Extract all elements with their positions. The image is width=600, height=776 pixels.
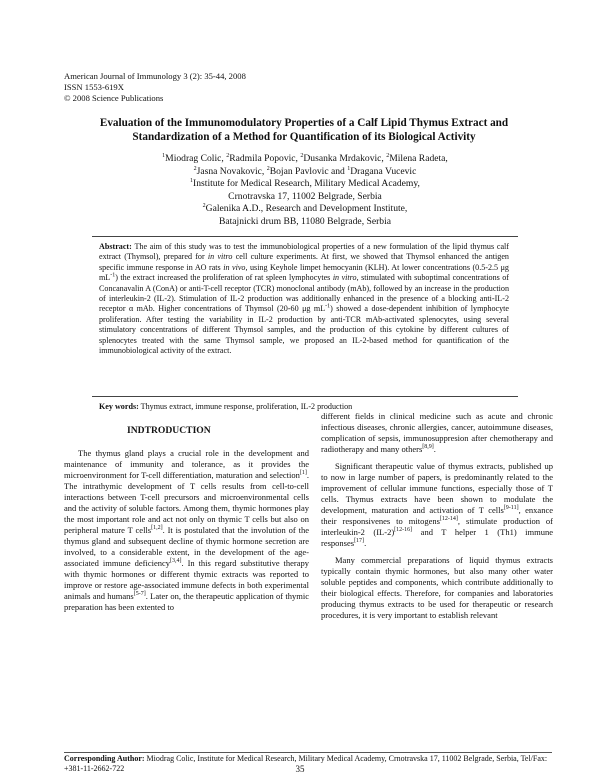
paragraph: different fields in clinical medicine such as acute and chronic infectious diseases, chronic allergies, cancer, autoimmune diseases, complication of sepsis, immunosuppresion after chemotherapy and radiotherapy and many others[8,9]. <box>321 411 553 454</box>
paragraph: The thymus gland plays a crucial role in the development and maintenance of immunity and tolerance, as it provides the microenvironment for T-cell differentiation, maturation and selection[1]. The intrathymic development of T cells results from cell-to-cell interactions between T-cell precursors and microenvironmental cells and the activity of soluble factors. Among them, thymic hormones play the most important role and act not only on thymic T cells but also on peripheral mature T cells[1,2]. It is postulated that the involution of the thymus gland and subsequent decline of thymic hormone secretion are involved, to a considerable extent, in the development of the age-associated immune deficiency[3,4]. In this regard substitutive therapy with thymic hormones or different thymic extracts was reported to improve or restore age-associated immune defects in both experimental animals and humans[5-7]. Later on, the therapeutic application of thymic preparation has been extented to <box>64 448 309 612</box>
author-block <box>90 153 520 229</box>
keywords-text: Thymus extract, immune response, proliferation, IL-2 production <box>138 402 353 411</box>
author-line-1: $^1$Miodrag Colic, $^2$Radmila Popovic, $^2$Dusanka Mrdakovic, $^2$Milena Radeta, <box>162 152 448 164</box>
corresponding-author: Corresponding Author: Miodrag Colic, Institute for Medical Research, Military Medical Academy, Crnotravska 17, 11002 Belgrade, Serbia, Tel/Fax: +381-11-2662-722 <box>64 754 548 773</box>
affiliation-1: $^1$Institute for Medical Research, Military Medical Academy, <box>190 178 420 190</box>
right-column <box>321 411 553 627</box>
abstract-bottom-rule <box>92 396 518 397</box>
abstract: Abstract: The aim of this study was to test the immunobiological properties of a new formulation of the lipid thymus calf extract (Thymsol), prepared for in vitro cell culture experiments. At first, we showed that Thymsol enhanced the antigen specific immune response in AO rats in vivo, using Keyhole limpet hemocyanin (KLH). At lower concentrations (0.5-2.5 μg $mL^{-1}$) the extract increased the proliferation of rat spleen lymphocytes in vitro, stimulated with suboptimal concentrations of Concanavalin A (ConA) or anti-T-cell receptor (TCR) monoclonal antibody (mAb), followed by an increase in the production of interleukin-2 (IL-2). Stimulation of IL-2 production was additionally enhanced in the presence of a blocking anti-IL-2 receptor α mAb. Higher concentrations of Thymsol (20-60 μg $mL^{-1}$) showed a dose-dependent inhibition of lymphocyte proliferation. After testing the variability in IL-2 production by anti-TCR mAb-activated splenocytes, using several stimulatory concentrations of different Thymsol samples, and the production of this cytokine by different cultures of splenocytes treated with the same Thymsol sample, we proposed an IL-2-based method for quantification of the immunobiological activity of the extract. <box>99 242 509 356</box>
page-number: 35 <box>295 764 305 774</box>
author-line-2: $^2$Jasna Novakovic, $^2$Bojan Pavlovic and $^1$Dragana Vucevic <box>193 165 417 177</box>
author-name: Radmila Popovic, <box>229 153 301 164</box>
author-name: Milena Radeta, <box>389 153 448 164</box>
section-heading: INDTRODUCTION <box>127 425 211 436</box>
author-name: Miodrag Colic, <box>165 153 227 164</box>
keywords-label: Key words: <box>99 402 139 411</box>
affiliation-1-address: Crnotravska 17, 11002 Belgrade, Serbia <box>228 190 382 202</box>
author-name: Dusanka Mrdakovic, <box>303 153 387 164</box>
left-column <box>64 448 309 619</box>
author-name: Jasna Novakovic, <box>196 165 267 177</box>
title-line-1: Evaluation of the Immunomodulatory Properties of a Calf Lipid Thymus Extract and <box>99 117 509 129</box>
paragraph: Significant therapeutic value of thymus extracts, published up to now in large number of papers, is predominantly related to the improvement of cellular immune functions, especially those of T cells. Thymus extracts have been shown to modulate the development, maturation and activation of T cells[9-11], enxance their responsivenes to mitogens[12-14], stimulate production of interleukin-2 (IL-2)[12-16] and T helper 1 (Th1) immune responses[17]. <box>321 461 554 548</box>
journal-issn: ISSN 1553-619X <box>64 82 124 92</box>
affiliation-2: $^2$Galenika A.D., Research and Development Institute, <box>202 203 408 215</box>
title-line-2: Standardization of a Method for Quantification of its Biological Activity <box>132 131 476 143</box>
journal-citation: American Journal of Immunology 3 (2): 35-44, 2008 <box>64 71 246 81</box>
paper-title <box>80 116 528 144</box>
abstract-label: Abstract: <box>99 242 132 251</box>
journal-header <box>64 71 246 104</box>
footer-rule <box>64 752 552 753</box>
paragraph: Many commercial preparations of liquid thymus extracts typically contain thymic hormones, but also many other water soluble peptides and components, which contribute additionally to their biological effects. Therefore, for companies and laboratories producing thymus extracts to be used for therapeutic or research procedures, it is very important to establish relevant <box>321 555 553 620</box>
corresponding-label: Corresponding Author: <box>64 754 145 763</box>
author-name: Bojan Pavlovic and <box>269 165 348 177</box>
author-name: Dragana Vucevic <box>350 165 417 177</box>
abstract-top-rule <box>92 236 518 237</box>
journal-copyright: © 2008 Science Publications <box>64 93 164 103</box>
affiliation-2-address: Batajnicki drum BB, 11080 Belgrade, Serbia <box>218 215 392 227</box>
